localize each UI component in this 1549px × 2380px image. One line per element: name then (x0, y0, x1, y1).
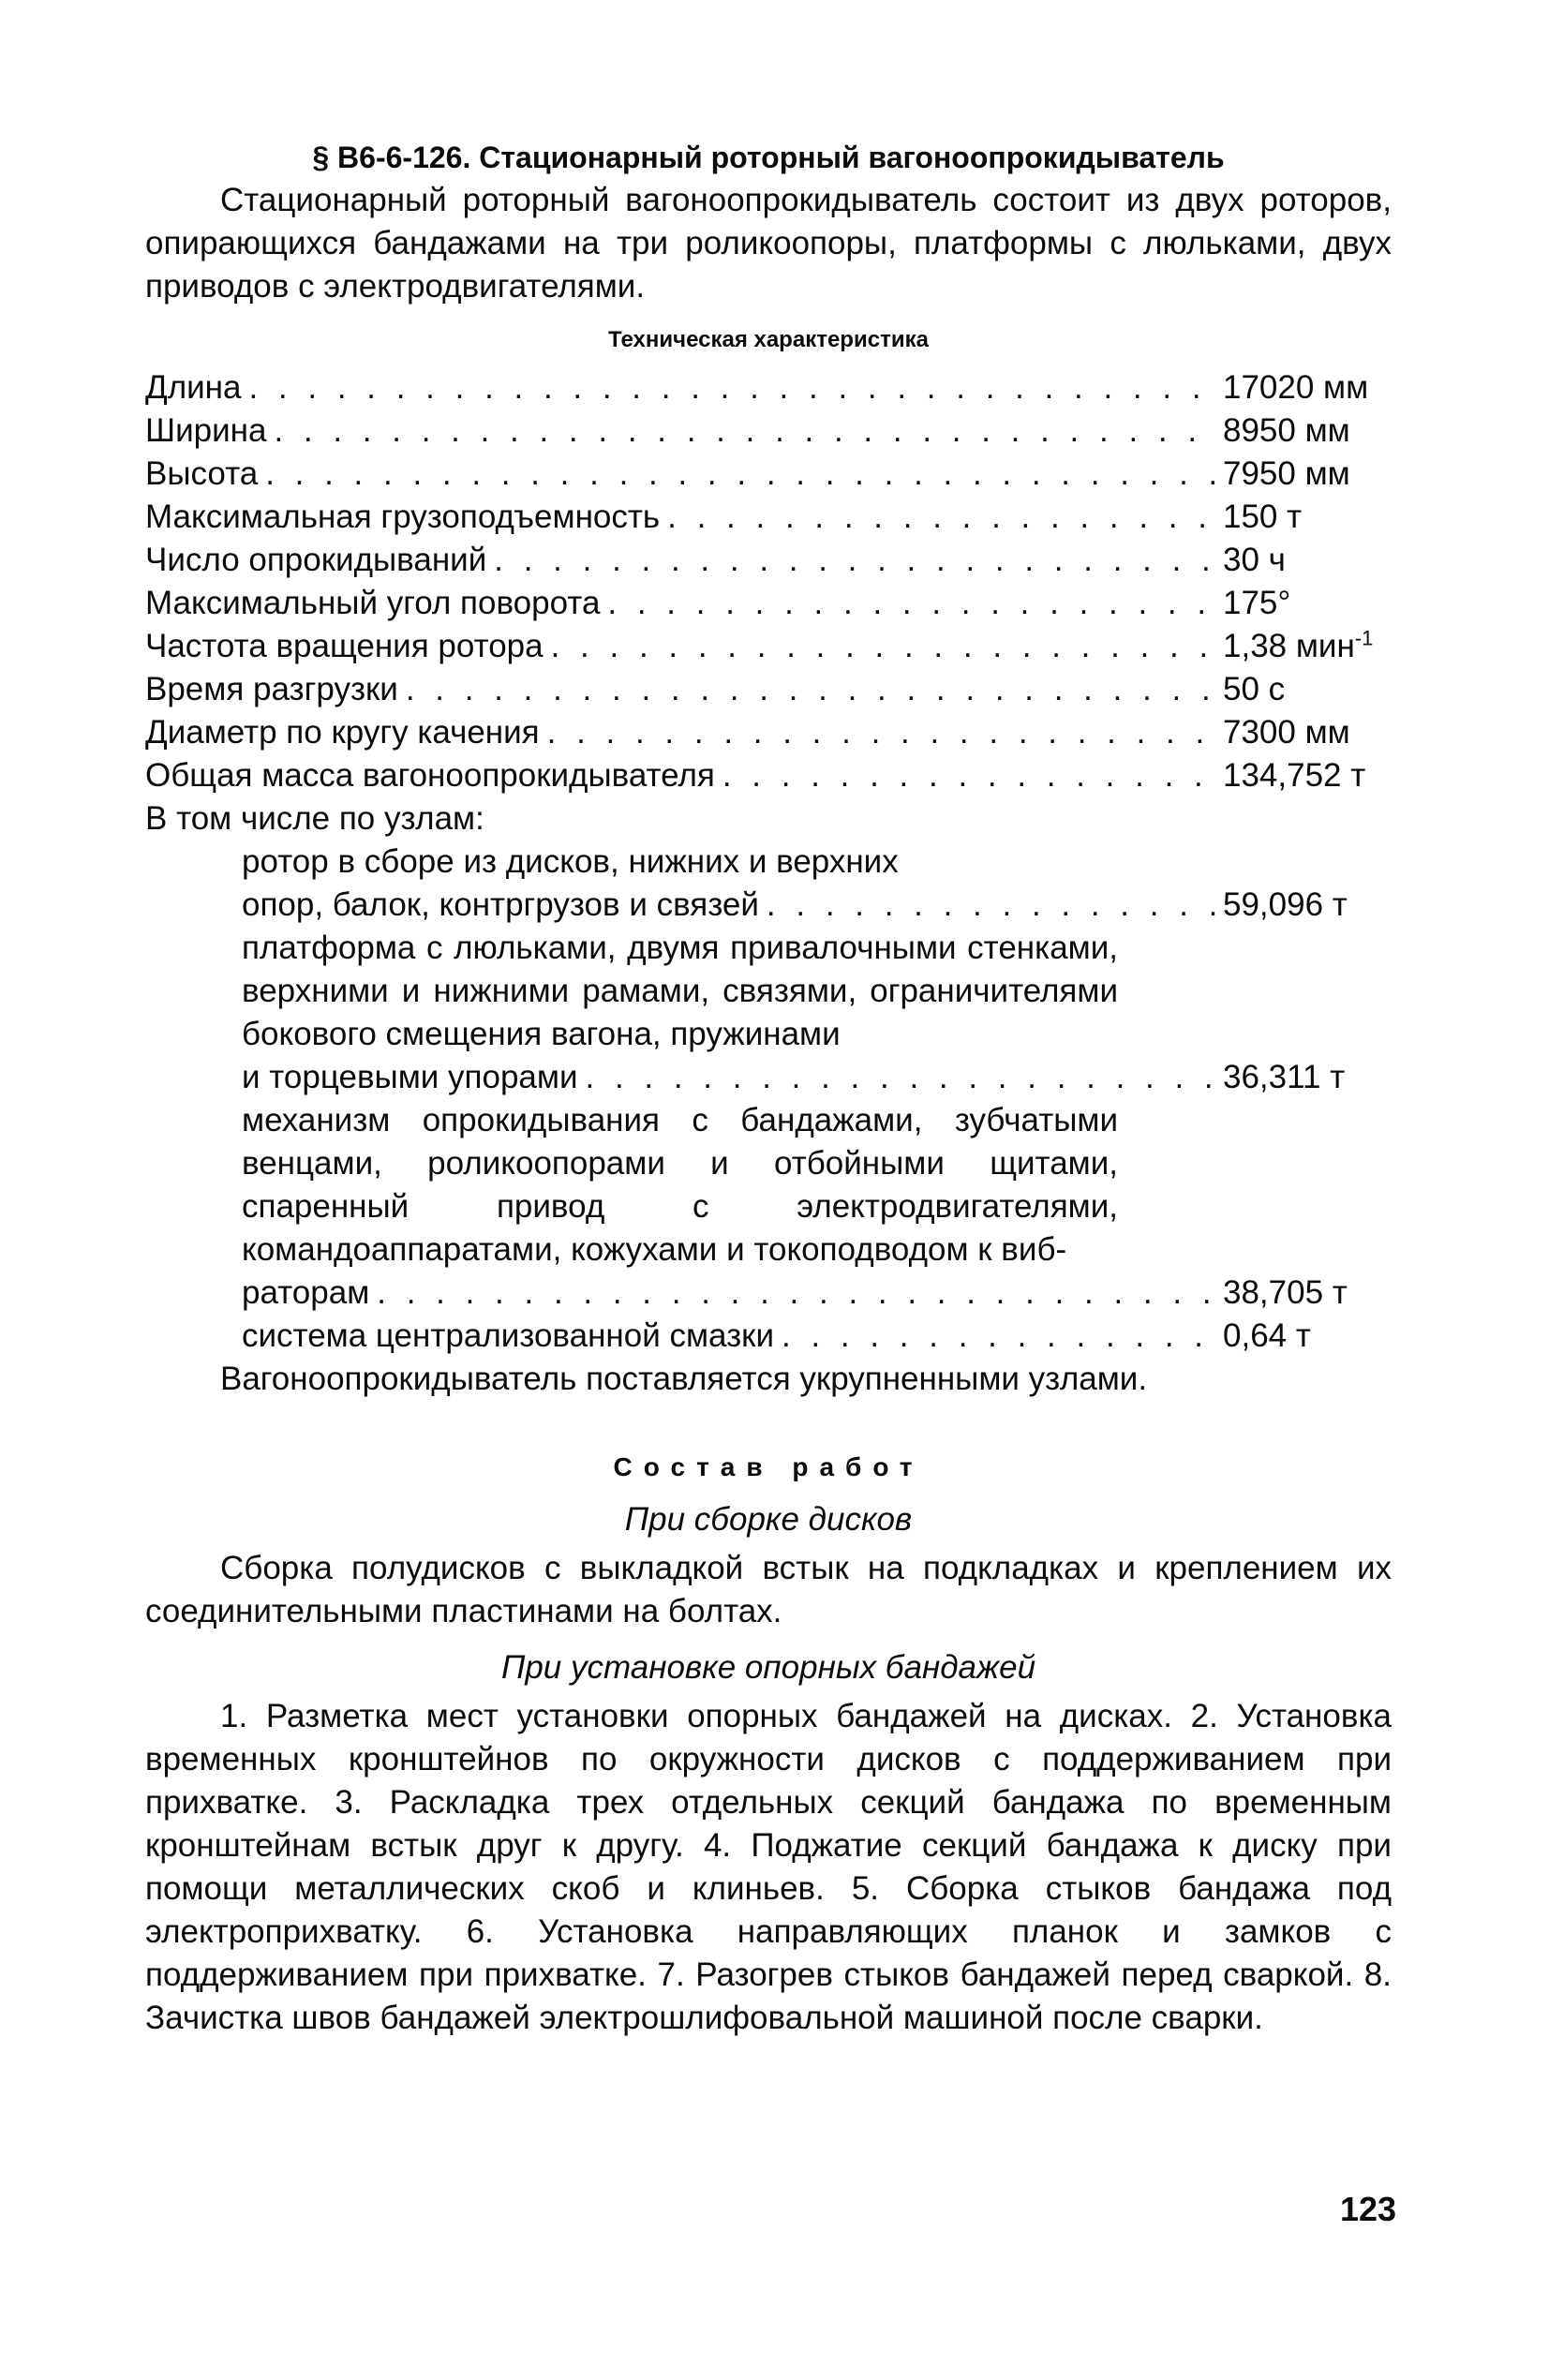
leader-dots (547, 711, 1215, 754)
spec-value: 50 с (1223, 671, 1286, 707)
unit-text: ротор в сборе из дисков, нижних и верхних (242, 843, 899, 880)
unit-item (242, 1099, 1392, 1315)
specs-heading: Техническая характеристика (608, 327, 929, 352)
spec-label: Число опрокидываний (145, 542, 487, 578)
spec-label: Максимальная грузоподъемность (145, 498, 661, 535)
unit-item (242, 927, 1392, 1099)
disks-paragraph: Сборка полудисков с выкладкой встык на подкладках и креплением их соединительными пластинами на болтах. (145, 1550, 1392, 1629)
spec-value: 175° (1223, 585, 1291, 621)
spec-value-with-superscript (1223, 625, 1392, 668)
spec-row (145, 668, 1392, 711)
spec-value: 7950 мм (1223, 455, 1350, 492)
specs-list (145, 366, 1392, 797)
unit-label: опор, балок, контргрузов и связей (242, 886, 759, 923)
leader-dots (248, 366, 1215, 409)
spec-superscript: -1 (1354, 626, 1374, 650)
bands-heading: При установке опорных бандажей (500, 1649, 1036, 1686)
units-list (145, 840, 1392, 1358)
leader-dots (274, 409, 1215, 453)
spec-row (145, 366, 1392, 409)
spec-row (145, 409, 1392, 453)
unit-label: система централизованной смазки (242, 1317, 775, 1354)
spec-value: 7300 мм (1223, 714, 1350, 751)
unit-value: 59,096 т (1223, 886, 1348, 923)
spec-label: Высота (145, 455, 259, 492)
unit-item (242, 840, 1392, 927)
leader-dots (494, 539, 1215, 582)
spec-value: 134,752 т (1223, 757, 1366, 794)
leader-dots (586, 1056, 1215, 1099)
leader-dots (551, 625, 1215, 668)
spec-row (145, 582, 1392, 625)
unit-item (242, 1315, 1392, 1358)
leader-dots (377, 1272, 1215, 1315)
spec-row (145, 496, 1392, 539)
unit-text: механизм опрокидывания с бандажами, зубчатыми венцами, роликоопорами и отбойными щитами, спаренный привод с электродвигателями, командоаппаратами, кожухами и токоподводом к виб- (242, 1102, 1118, 1268)
unit-value: 0,64 т (1223, 1317, 1311, 1354)
spec-value: 30 ч (1223, 542, 1286, 578)
unit-value: 36,311 т (1223, 1059, 1346, 1095)
leader-dots (406, 668, 1215, 711)
spec-label: Максимальный угол поворота (145, 585, 601, 621)
spec-label: Общая масса вагоноопрокидывателя (145, 757, 715, 794)
spec-label: Ширина (145, 412, 267, 449)
spec-row (145, 539, 1392, 582)
spec-row (145, 453, 1392, 496)
unit-row (242, 1315, 1392, 1358)
spec-value: 8950 мм (1223, 412, 1350, 449)
spec-label: Длина (145, 369, 242, 406)
section-title: § В6-6-126. Стационарный роторный вагоноопрокидыватель (312, 141, 1225, 174)
disks-heading: При сборке дисков (624, 1501, 913, 1538)
spec-value: 150 т (1223, 498, 1303, 535)
spec-value: 17020 мм (1223, 369, 1369, 406)
unit-row (242, 1272, 1392, 1315)
intro-paragraph: Стационарный роторный вагоноопрокидыватель состоит из двух роторов, опирающихся бандажами на три роликоопоры, платформы с люльками, двух приводов с электродвигателями. (145, 182, 1392, 305)
leader-dots (265, 453, 1215, 496)
leader-dots (607, 582, 1215, 625)
unit-text: платформа с люльками, двумя привалочными стенками, верхними и нижними рамами, связями, ограничителями бокового смещения вагона, пружинами (242, 930, 1118, 1052)
works-heading: Состав работ (613, 1452, 924, 1481)
leader-dots (667, 496, 1215, 539)
bands-paragraph: 1. Разметка мест установки опорных бандажей на дисках. 2. Установка временных кронштейнов по окружности дисков с поддерживанием при прихватке. 3. Раскладка трех отдельных секций бандажа по временным кронштейнам встык друг к другу. 4. Поджатие секций бандажа к диску при помощи металлических скоб и клиньев. 5. Сборка стыков бандажа под электроприхватку. 6. Установка направляющих планок и замков с поддерживанием при прихватке. 7. Разогрев стыков бандажей перед сваркой. 8. Зачистка швов бандажей электрошлифовальной машиной после сварки. (145, 1698, 1392, 2036)
unit-row (242, 1056, 1392, 1099)
unit-label: и торцевыми упорами (242, 1059, 578, 1095)
units-heading: В том числе по узлам: (145, 800, 484, 837)
spec-value: 1,38 мин (1223, 628, 1355, 664)
spec-label: Время разгрузки (145, 671, 398, 707)
spec-label: Диаметр по кругу качения (145, 714, 540, 751)
leader-dots (767, 884, 1215, 927)
unit-row (242, 884, 1392, 927)
closing-note: Вагоноопрокидыватель поставляется укрупненными узлами. (220, 1361, 1148, 1397)
leader-dots (722, 754, 1215, 797)
spec-row (145, 625, 1392, 668)
leader-dots (782, 1315, 1215, 1358)
spec-row (145, 754, 1392, 797)
unit-label: раторам (242, 1274, 370, 1311)
document-page (145, 136, 1392, 2040)
page-number: 123 (1340, 2190, 1397, 2228)
spec-label: Частота вращения ротора (145, 628, 544, 664)
unit-value: 38,705 т (1223, 1274, 1348, 1311)
spec-row (145, 711, 1392, 754)
